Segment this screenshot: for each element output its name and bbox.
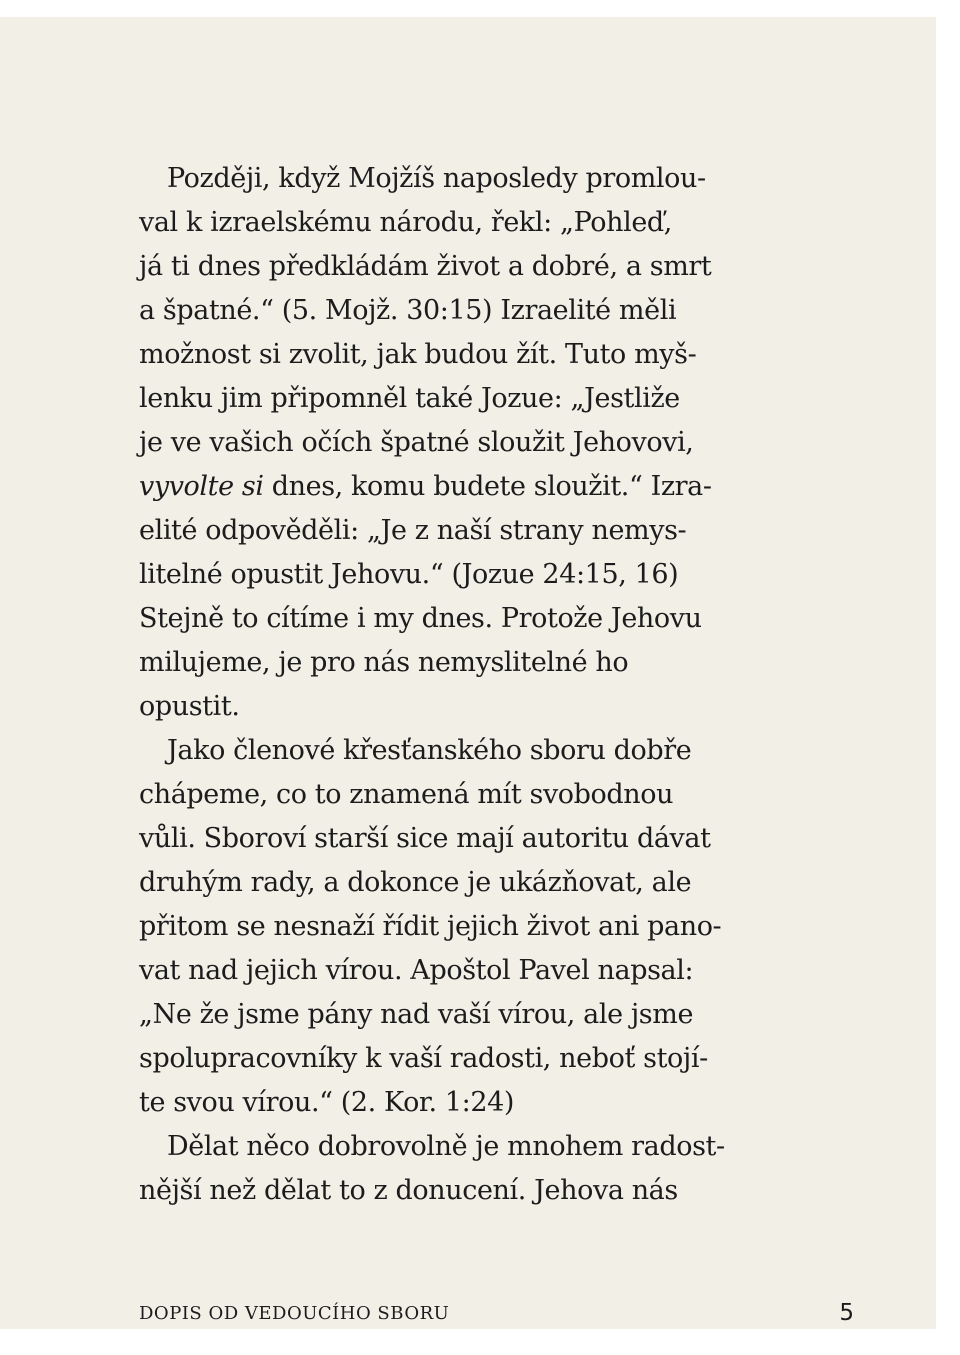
footer-title: DOPIS OD VEDOUCÍHO SBORU: [139, 1303, 450, 1324]
text-line: milujeme, je pro nás nemyslitelné ho: [139, 647, 629, 678]
text-line: možnost si zvolit, jak budou žít. Tuto myš-: [139, 339, 697, 370]
text-line: te svou vírou.“ (2. Kor. 1:24): [139, 1087, 515, 1118]
text-line: Stejně to cítíme i my dnes. Protože Jehovu: [139, 603, 702, 634]
text-line-rest: dnes, komu budete sloužit.“ Izra-: [263, 471, 712, 502]
text-line: já ti dnes předkládám život a dobré, a smrt: [139, 251, 712, 282]
article-body: [139, 157, 799, 1213]
text-line: Později, když Mojžíš naposledy promlou-: [167, 163, 706, 194]
text-line: a špatné.“ (5. Mojž. 30:15) Izraelité měli: [139, 295, 677, 326]
text-line: lenku jim připomněl také Jozue: „Jestliže: [139, 383, 680, 414]
text-line: vat nad jejich vírou. Apoštol Pavel napsal:: [139, 955, 694, 986]
text-line: Dělat něco dobrovolně je mnohem radost-: [167, 1131, 725, 1162]
page-number: 5: [839, 1300, 854, 1326]
text-line: vůli. Sboroví starší sice mají autoritu dávat: [139, 823, 711, 854]
italic-emphasis: vyvolte si: [139, 471, 264, 502]
text-line: chápeme, co to znamená mít svobodnou: [139, 779, 674, 810]
text-line: spolupracovníky k vaší radosti, neboť stojí-: [139, 1043, 708, 1074]
text-line: [139, 465, 799, 509]
text-line: druhým rady, a dokonce je ukázňovat, ale: [139, 867, 692, 898]
text-line: Jako členové křesťanského sboru dobře: [167, 735, 692, 766]
text-line: nější než dělat to z donucení. Jehova nás: [139, 1175, 678, 1206]
text-line: litelné opustit Jehovu.“ (Jozue 24:15, 16): [139, 559, 679, 590]
text-line: elité odpověděli: „Je z naší strany nemys-: [139, 515, 687, 546]
text-line: val k izraelskému národu, řekl: „Pohleď,: [139, 207, 672, 238]
page: [0, 17, 936, 1329]
text-line: „Ne že jsme pány nad vaší vírou, ale jsme: [139, 999, 694, 1030]
text-line: přitom se nesnaží řídit jejich život ani pano-: [139, 911, 722, 942]
text-line: je ve vašich očích špatné sloužit Jehovovi,: [139, 427, 694, 458]
text-line: opustit.: [139, 691, 240, 722]
